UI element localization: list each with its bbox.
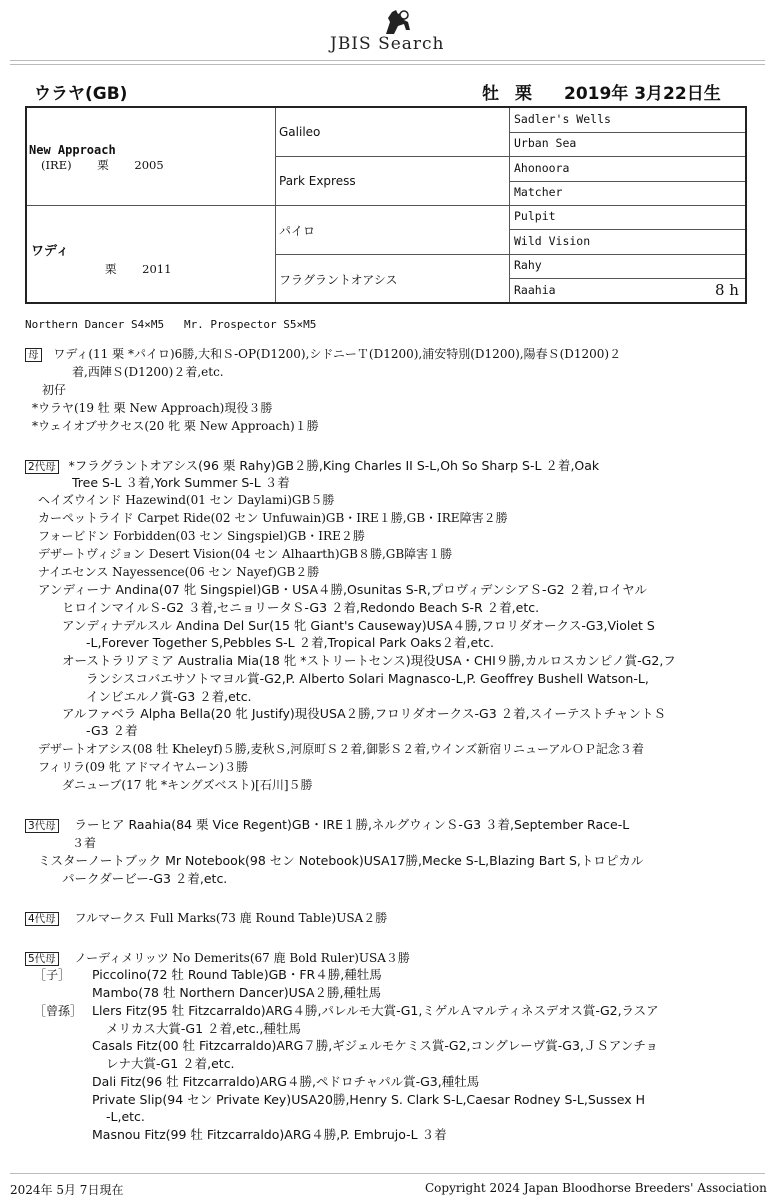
gen2-badge: 2代母 (25, 460, 59, 474)
gen3-offspring: アルファベラ Alpha Bella(20 牝 Justify)現役USA２勝,フロリダオークス-G3 ２着,スイーテストチャントＳ (62, 706, 666, 721)
footer-rule (10, 1173, 765, 1174)
gen2-offspring-cont: ヒロインマイルＳ-G2 ３着,セニョリータＳ-G3 ２着,Redondo Beach S-R ２着,etc. (62, 600, 540, 615)
granddam-maternal[interactable]: フラグラントオアシス (279, 273, 398, 287)
gen3-ancestor[interactable]: Rahy (514, 258, 542, 272)
grandchild-tag: ［曾孫］ (34, 1004, 83, 1018)
table-divider (509, 278, 745, 279)
gen4-dam-record: フルマークス Full Marks(73 鹿 Round Table)USA２勝 (74, 911, 388, 925)
header-rule (10, 64, 765, 65)
dam-offspring: *ウラヤ(19 牡 栗 New Approach)現役３勝 (32, 401, 273, 415)
dam-section-line (25, 345, 621, 363)
dam-year: 2011 (142, 262, 172, 276)
gen3-offspring-cont: ランシスコバエサソトマヨル賞-G2,P. Alberto Solari Magnasco-L,P. Geoffrey Bushell Watson-L, (86, 671, 649, 686)
gen5-offspring: Piccolino(72 牡 Round Table)GB・FR４勝,種牡馬 (92, 967, 382, 982)
pedigree-table (25, 106, 747, 304)
gen3-section-line (25, 816, 629, 834)
child-tag: ［子］ (34, 968, 71, 982)
sire-details (29, 157, 164, 173)
gen3-dam-record-cont: ３着 (72, 836, 97, 850)
gen5-section-line (25, 949, 410, 967)
gen4-badge: 4代母 (25, 912, 59, 926)
dam-color: 栗 (105, 262, 117, 276)
header-rule (10, 60, 765, 61)
gen3-ancestor[interactable]: Ahonoora (514, 161, 570, 175)
gen2-offspring: カーペットライド Carpet Ride(02 セン Unfuwain)GB・IRE１勝,GB・IRE障害２勝 (38, 511, 508, 525)
gen3-ancestor[interactable]: Urban Sea (514, 136, 577, 150)
table-divider (275, 254, 745, 255)
gen3-offspring: ミスターノートブック Mr Notebook(98 セン Notebook)USA17勝,Mecke S-L,Blazing Bart S,トロピカル (38, 853, 644, 868)
gen5-badge: 5代母 (25, 952, 59, 966)
gen3-ancestor[interactable]: Sadler's Wells (514, 112, 611, 126)
sire-color: 栗 (97, 158, 109, 172)
gen2-dam-record: *フラグラントオアシス(96 栗 Rahy)GB２勝,King Charles II S-L,Oh So Sharp S-L ２着,Oak (68, 458, 600, 473)
horse-name: ウラヤ(GB) (34, 84, 128, 104)
horse-color: 栗 (515, 84, 532, 104)
dam-badge: 母 (25, 348, 42, 362)
gen3-offspring: ダニューブ(17 牝 *キングズベスト)[石川]５勝 (62, 778, 313, 792)
gen2-offspring: デザートオアシス(08 牡 Kheleyf)５勝,麦秋Ｓ,河原町Ｓ２着,御影Ｓ２着,ウインズ新宿リニューアルＯＰ記念３着 (38, 742, 644, 756)
gen3-offspring: アンディナデルスル Andina Del Sur(15 牝 Giant's Causeway)USA４勝,フロリダオークス-G3,Violet S (62, 618, 655, 633)
gen5-descendant-cont: メリカス大賞-G1 ２着,etc.,種牡馬 (106, 1021, 301, 1036)
gen3-ancestor[interactable]: Raahia (514, 283, 556, 297)
gen2-offspring: アンディーナ Andina(07 牝 Singspiel)GB・USA４勝,Osunitas S-R,プロヴィデンシアＳ-G2 ２着,ロイヤル (38, 582, 648, 597)
sire-year: 2005 (134, 158, 164, 172)
gen3-offspring-cont: -L,Forever Together S,Pebbles S-L ２着,Tropical Park Oaks２着,etc. (86, 635, 494, 650)
dam-record-cont: 着,西陣Ｓ(D1200)２着,etc. (72, 365, 224, 379)
table-divider (275, 156, 745, 157)
gen4-section-line (25, 909, 387, 927)
table-divider (509, 132, 745, 133)
granddam-paternal[interactable]: Park Express (279, 174, 356, 188)
horse-sex: 牡 (482, 84, 499, 104)
grandsire-paternal[interactable]: Galileo (279, 125, 321, 139)
gen5-descendant-cont: -L,etc. (106, 1109, 145, 1124)
gen3-ancestor[interactable]: Pulpit (514, 209, 556, 223)
gen2-section-line (25, 457, 599, 475)
horse-birthdate: 2019年 3月22日生 (564, 84, 721, 104)
gen5-dam-record: ノーディメリッツ No Demerits(67 鹿 Bold Ruler)USA３勝 (74, 951, 410, 965)
table-divider (509, 181, 745, 182)
jbis-logo (330, 8, 460, 56)
gen2-offspring: ナイエセンス Nayessence(06 セン Nayef)GB２勝 (38, 565, 320, 579)
gen5-descendant: Dali Fitz(96 牡 Fitzcarraldo)ARG４勝,ペドロチャパル賞-G3,種牡馬 (92, 1074, 480, 1089)
gen3-ancestor[interactable]: Matcher (514, 185, 563, 199)
gen3-dam-record: ラーヒア Raahia(84 栗 Vice Regent)GB・IRE１勝,ネルグウィンＳ-G3 ３着,September Race-L (74, 817, 630, 832)
gen3-offspring: オーストラリアミア Australia Mia(18 牝 *ストリートセンス)現役USA・CHI９勝,カルロスカンピノ賞-G2,フ (62, 653, 676, 668)
gen5-offspring: Mambo(78 牡 Northern Dancer)USA２勝,種牡馬 (92, 985, 382, 1000)
sire-origin: (IRE) (41, 158, 72, 172)
sire-cell (29, 143, 164, 173)
gen2-offspring: フィリラ(09 牝 アドマイヤムーン)３勝 (38, 760, 249, 774)
table-divider (509, 229, 745, 230)
gen5-descendant: Private Slip(94 セン Private Key)USA20勝,Henry S. Clark S-L,Caesar Rodney S-L,Sussex H (92, 1092, 645, 1107)
gen5-descendant: Llers Fitz(95 牡 Fitzcarraldo)ARG４勝,パレルモ大賞-G1,ミゲルＡマルティネスデオス賞-G2,ラスア (92, 1003, 659, 1018)
grandsire-maternal[interactable]: パイロ (279, 224, 316, 238)
inbreeding-info: Northern Dancer S4×M5 Mr. Prospector S5×M5 (25, 318, 317, 331)
dam-offspring: *ウェイオブサクセス(20 牝 栗 New Approach)１勝 (32, 419, 319, 433)
gen5-descendant: Casals Fitz(00 牡 Fitzcarraldo)ARG７勝,ギジェルモケミス賞-G2,コングレーヴ賞-G3,ＪＳアンチョ (92, 1038, 659, 1053)
gen2-offspring: フォービドン Forbidden(03 セン Singspiel)GB・IRE２勝 (38, 529, 365, 543)
gen3-ancestor[interactable]: Wild Vision (514, 234, 591, 248)
logo-text: JBIS Search (330, 34, 445, 54)
gen2-dam-record-cont: Tree S-L ３着,York Summer S-L ３着 (72, 475, 290, 490)
gen3-offspring-cont: -G3 ２着 (86, 723, 138, 738)
gen3-badge: 3代母 (25, 819, 59, 833)
dam-record: ワディ(11 栗 *パイロ)6勝,大和Ｓ-OP(D1200),シドニーＴ(D1200),浦安特別(D1200),陽春Ｓ(D1200)２ (53, 347, 622, 361)
dam-name[interactable]: ワディ (31, 244, 69, 259)
dam-offspring-note: 初仔 (42, 383, 67, 397)
sire-name[interactable]: New Approach (29, 143, 116, 157)
gen2-offspring: ヘイズウインド Hazewind(01 セン Daylami)GB５勝 (38, 493, 335, 507)
dam-cell (31, 240, 171, 277)
gen2-offspring: デザートヴィジョン Desert Vision(04 セン Alhaarth)GB８勝,GB障害１勝 (38, 547, 453, 561)
horse-logo-icon (380, 8, 414, 36)
gen5-descendant: Masnou Fitz(99 牡 Fitzcarraldo)ARG４勝,P. Embrujo-L ３着 (92, 1127, 447, 1142)
table-divider (27, 205, 745, 206)
footer-date: 2024年 5月 7日現在 (10, 1183, 124, 1197)
gen3-offspring-cont: パークダービー-G3 ２着,etc. (62, 871, 228, 886)
gen5-descendant-cont: レナ大賞-G1 ２着,etc. (106, 1056, 235, 1071)
gen3-offspring-cont: インビエルノ賞-G3 ２着,etc. (86, 689, 252, 704)
footer-copyright: Copyright 2024 Japan Bloodhorse Breeders' Association (425, 1181, 767, 1195)
family-number: 8 h (715, 281, 739, 299)
dam-details (31, 261, 171, 277)
